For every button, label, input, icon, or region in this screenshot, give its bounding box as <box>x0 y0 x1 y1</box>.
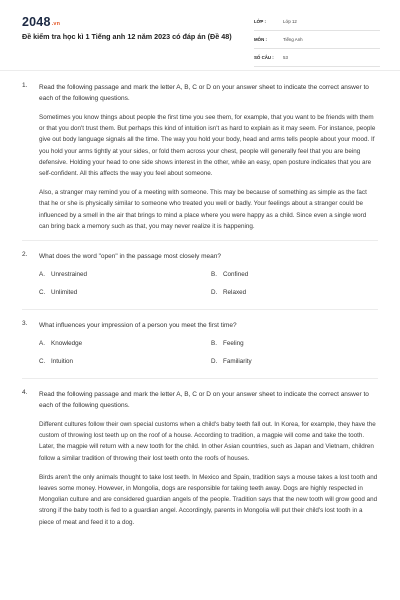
question-divider <box>22 378 378 379</box>
page-title: Đề kiểm tra học kì 1 Tiếng anh 12 năm 2023 có đáp án (Đề 48) <box>22 32 232 41</box>
question-text: Read the following passage and mark the letter A, B, C or D on your answer sheet to indicate the correct answer to each of the following questions. <box>39 84 369 102</box>
answer-options <box>39 270 378 297</box>
option-letter: B. <box>211 340 217 348</box>
meta-label: LỚP : <box>254 19 266 24</box>
question-1 <box>22 82 378 232</box>
answer-option-d[interactable] <box>211 288 383 297</box>
question-text: What influences your impression of a person you meet the first time? <box>39 322 237 330</box>
question-divider <box>22 240 378 241</box>
question-number: 3. <box>22 320 28 328</box>
answer-option-a[interactable] <box>39 270 211 279</box>
meta-row-subject <box>254 31 380 49</box>
meta-value: 53 <box>283 55 288 60</box>
question-number: 4. <box>22 389 28 397</box>
question-3 <box>22 320 378 366</box>
question-number: 2. <box>22 251 28 259</box>
passage-paragraph: Birds aren't the only animals thought to take lost teeth. In Mexico and Spain, tradition says a mouse takes a lost tooth and leaves some money. However, in Mongolia, dogs are responsible for taking teeth away. Dogs are highly respected in Mongolian culture and are considered guardian angels of the people. Tradition says that the new tooth will grow good and strong if the baby tooth is fed to a guardian angel. Accordingly, parents in Mongolia will put their child's lost tooth in a piece of meat and feed it to a dog. <box>39 473 378 526</box>
question-4 <box>22 389 378 528</box>
option-text: Feeling <box>223 340 244 348</box>
answer-option-c[interactable] <box>39 288 211 297</box>
option-text: Unrestrained <box>51 271 88 279</box>
meta-label: MÔN : <box>254 37 267 42</box>
option-letter: B. <box>211 271 217 279</box>
option-letter: C. <box>39 289 46 297</box>
option-letter: D. <box>211 289 218 297</box>
passage-paragraph: Different cultures follow their own special customs when a child's baby teeth fall out. In Korea, for example, they have the custom of throwing lost teeth up on the roof of a house. According to tradition, a magpie will come and take the tooth. Later, the magpie will return with a new tooth for the child. In other Asian countries, such as Japan and Vietnam, children follow a similar tradition of throwing their lost teeth onto the roofs of houses. <box>39 421 376 462</box>
reading-passage <box>39 419 378 528</box>
question-list <box>0 82 400 536</box>
meta-row-class <box>254 13 380 31</box>
option-letter: A. <box>39 340 45 348</box>
exam-meta-table <box>254 13 380 67</box>
passage-paragraph: Sometimes you know things about people the first time you see them, for example, that you want to be friends with them or that you don't trust them. But perhaps this kind of intuition isn't as hard to explain as it may seem. For instance, people give out body language signals all the time. The way you hold your body, head and arms tells people about your mood. If you hold your arms tightly at your sides, or fold them across your chest, people will generally feel that you are being defensive. Holding your head to one side shows interest in the other, while an easy, open posture indicates that you are self-confident. All this affects the way you feel about someone. <box>39 114 376 178</box>
option-letter: D. <box>211 358 218 366</box>
answer-options <box>39 339 378 366</box>
option-text: Intuition <box>51 358 74 366</box>
option-letter: A. <box>39 271 45 279</box>
answer-option-a[interactable] <box>39 339 211 348</box>
header-divider <box>0 70 400 71</box>
option-text: Confined <box>223 271 249 279</box>
logo-suffix: .vn <box>51 21 61 27</box>
question-2 <box>22 251 378 297</box>
meta-label: SỐ CÂU : <box>254 55 274 60</box>
meta-value: Lớp 12 <box>283 19 297 24</box>
answer-option-d[interactable] <box>211 357 383 366</box>
page-header <box>0 0 400 70</box>
answer-option-b[interactable] <box>211 270 383 279</box>
option-letter: C. <box>39 358 46 366</box>
logo-text: 2048 <box>22 15 51 29</box>
answer-option-b[interactable] <box>211 339 383 348</box>
question-number: 1. <box>22 82 28 89</box>
question-divider <box>22 309 378 310</box>
answer-option-c[interactable] <box>39 357 211 366</box>
question-text: Read the following passage and mark the letter A, B, C or D on your answer sheet to indicate the correct answer to each of the following questions. <box>39 391 369 410</box>
question-text: What does the word "open" in the passage most closely mean? <box>39 253 222 261</box>
option-text: Relaxed <box>223 289 247 297</box>
reading-passage <box>39 112 378 232</box>
passage-paragraph: Also, a stranger may remind you of a meeting with someone. This may be because of something as simple as the fact that he or she is physically similar to someone who treated you well or badly. Your feelings about a stranger could be influenced by a smell in the air that brings to mind a place where you were happy as a child. Since even a single word can bring back a memory such as that, you may never realize it is happening. <box>39 189 367 230</box>
option-text: Unlimited <box>51 289 78 297</box>
site-logo[interactable] <box>22 15 60 29</box>
meta-value: Tiếng Anh <box>283 37 303 42</box>
option-text: Knowledge <box>51 340 83 348</box>
meta-row-question-count <box>254 49 380 67</box>
option-text: Familiarity <box>223 358 252 366</box>
